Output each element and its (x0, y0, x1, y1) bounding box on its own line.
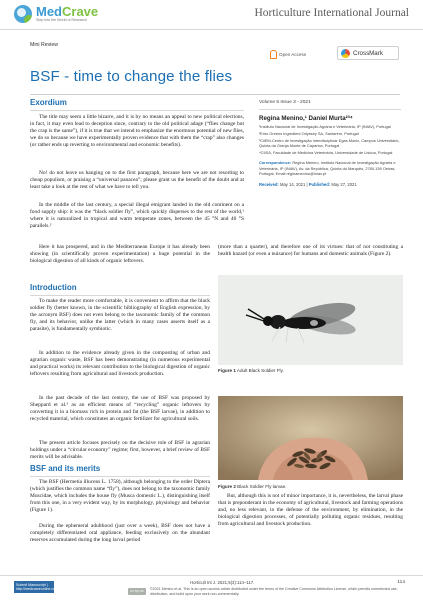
paragraph: To make the reader more comfortable, it is convenient to affirm that the black soldier fly (better known, in the scientific bibliography of English expression, by the acronym BSF) does not even belong to the taxonomic family of the common fly, and its behavior, unlike the latter (which in many cases asserts itself as a parasite), is fundamentally symbiotic. (30, 298, 210, 333)
crossmark-icon (341, 49, 350, 58)
paragraph: The title may seem a little bizarre, and it is by no means an appeal to new political elections, in fact, it may even lead to deception since, contrary to the old political adage (“flies change but the crap is the same”), if it is true that we intend to emphasize the enormous potential of new flies, we do so because we have experimentally proven evidence that with them the “crap” also changes (or rather ends up reverting to environmental and economic benefits). (30, 114, 244, 149)
affiliation: ¹Instituto Nacional de Investigação Agrária e Veterinária, IP (INIAV), Portugal (259, 124, 391, 129)
article-type: Mini Review (30, 42, 58, 48)
figure-2-image (218, 396, 403, 480)
affiliation: ⁴CIISA, Faculdade de Medicina Veterinária, Universidade de Lisboa, Portugal (259, 150, 393, 156)
correspondence: Correspondence: Regina Menino, Instituto Nacional de Investigação Agrária e Veterinária, IP (INIAV), Av. da República, Quinta do Marquês, 2780-159 Oeiras, Portugal, Email reginamenino@iniav.pt (259, 160, 396, 176)
section-heading-bsf-merits: BSF and its merits (30, 464, 101, 473)
affiliation: ³CiiEM-Centro de investigação interdisciplinar Egas Moniz, Campus Universitário, Quinta da Granja Monte de Caparica, Portugal (259, 138, 400, 149)
figure-2-caption: Figure 2 Black Soldier Fly larvae. (218, 484, 287, 489)
citation: Horticult Int J. 2021;5(3):114–117. (190, 580, 255, 585)
publication-dates: Received: May 14, 2021 | Published: May 27, 2021 (259, 181, 357, 187)
paragraph: No! do not leave us hanging on to the first paragraph, because here we are not resorting to cheap populism, or praising a “universal panacea”; please grant us the benefit of the doubt and at least take a look at the rest of what we have to tell you. (30, 170, 244, 191)
paragraph: The present article focuses precisely on the decisive role of BSF in agrarian holdings under a “circular economy” regime; first, however, a brief review of BSF merits will be advisable. (30, 440, 210, 461)
divider (30, 110, 244, 111)
figure-1-image (218, 275, 403, 365)
section-heading-introduction: Introduction (30, 283, 77, 292)
paragraph: (more than a quarter), and therefore one of its virtues: that of not constituting a health hazard (or even a nuisance) for humans and domestic animals (Figure 2). (218, 244, 403, 258)
affiliation: ²Ento Greens Ingredient Odyssey SA, Santarém, Portugal (259, 131, 359, 137)
figure-1-caption: Figure 1 Adult Black Soldier Fly. (218, 368, 284, 373)
paragraph: In the past decade of the last century, the use of BSF was proposed by Sheppard et al.³ as an efficient means of “recycling” organic leftovers by converting it in a biomass rich in protein and fat (the BSF larvae), in addition to recycled material, which constitutes an organic fertilizer for agricultural soils. (30, 395, 210, 423)
open-lock-icon (270, 50, 277, 59)
article-info-sidebar (259, 100, 401, 187)
larvae-in-hands-illustration (218, 396, 403, 480)
paragraph: But, although this is not of minor importance, it is, nevertheless, the larval phase that is preponderant in the economy of agricultural, livestock and farming operations and, no less relevant, in the defense of the environment, by elimination, in the biological digestion processes, of potentially polluting organic residues, resulting from agricultural and livestock production. (218, 493, 403, 528)
paragraph: During the ephemeral adulthood (just over a week), BSF does not have a completely differentiated oral appliance, feeding exclusively on the abundant reserves accumulated during the long larval period (30, 523, 210, 544)
journal-title: Horticulture International Journal (254, 7, 409, 19)
black-soldier-fly-illustration (218, 275, 403, 365)
open-access-badge[interactable]: Open Access (270, 50, 306, 59)
article-title: BSF - time to change the flies (30, 68, 233, 85)
paragraph: In addition to the evidence already given in the composting of urban and agrarian organic waste, BSF has been demonstrating (in numerous experimental and practical works) its relevant contribution to the biological digestion of organic leftovers resulting from agricultural and livestock production. (30, 350, 210, 378)
divider (30, 295, 210, 296)
paragraph: The BSF (Hermetia illucens L. 1758), although belonging to the order Diptera (which justifies the common name “fly”), does not belong to the taxonomic family Muscidae, which includes the house fly (Musca domestic L.), distinguishing itself from this one, in a very evident way, by its morphology, physiology and behavior (Figure 1). (30, 479, 210, 514)
paragraph: In the middle of the last century, a special illegal emigrant landed in the old continent on a food supply ship: it was the “black soldier fly”, which quickly disperses to the rest of the world,¹ where it is naturalized in tropical and warm temperate zones, between the 45 °N and 40 °S parallels.² (30, 202, 244, 230)
volume-issue: Volume 5 Issue 3 - 2021 (259, 100, 311, 105)
paragraph: Here it has prospered, and in the Mediterranean Europe it has already been showing (in scientifically proven experimentation) a huge potential in the biological digestion of all kinds of organic leftovers. (30, 244, 210, 265)
medcrave-logo-icon (14, 5, 32, 23)
logo-tagline: Step into the World of Research (36, 17, 87, 22)
creative-commons-icon[interactable]: cc by-nc (128, 588, 146, 595)
license-text: ©2021 Menino et al. This is an open access article distributed under the terms of the Creative Commons Attribution License, which permits unrestricted use, distribution, and build upon your work non-commercially. (150, 587, 398, 596)
page-footer (0, 575, 423, 600)
divider (30, 476, 210, 477)
divider (259, 109, 401, 110)
page-header (0, 0, 423, 30)
section-heading-exordium: Exordium (30, 98, 67, 107)
submit-manuscript-link[interactable]: Submit Manuscript | http://medcraveonline.com (16, 583, 59, 591)
crossmark-button[interactable]: CrossMark (337, 46, 399, 60)
page-number: 114 (397, 580, 405, 585)
medcrave-logo[interactable]: MedCrave Step into the World of Research (14, 5, 98, 23)
author-list: Regina Menino,¹ Daniel Murta²³⁴ (259, 115, 353, 122)
divider (30, 94, 400, 95)
